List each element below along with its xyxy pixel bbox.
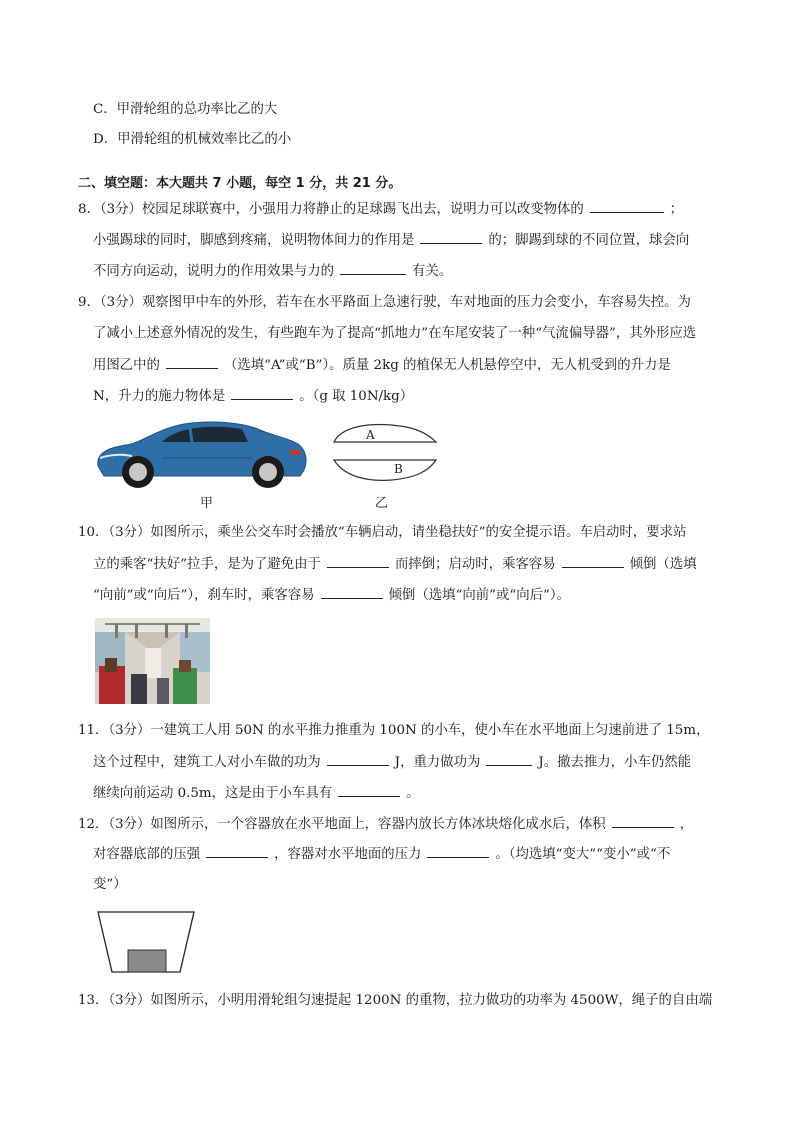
q11-line-1: 11．（3分）一建筑工人用 50N 的水平推力推重为 100N 的小车，使小车在水平地面上匀速前进了 15m， bbox=[78, 723, 710, 738]
fig-label-a: A bbox=[366, 428, 375, 442]
answer-blank[interactable] bbox=[206, 845, 268, 858]
caption-jia: 甲 bbox=[200, 496, 214, 511]
answer-blank[interactable] bbox=[327, 555, 389, 568]
airfoil-figure bbox=[330, 420, 440, 490]
q10-line-3: “向前”或“向后”），刹车时，乘客容易 倾倒（选填“向前”或“向后”）。 bbox=[93, 588, 570, 603]
q12-line-2: 对容器底部的压强 ，容器对水平地面的压力 。（均选填“变大”“变小”或“不 bbox=[93, 847, 671, 862]
q11-line-3: 继续向前运动 0.5m，这是由于小车具有 。 bbox=[93, 786, 420, 801]
q8-line-2: 小强踢球的同时，脚感到疼痛，说明物体间力的作用是 的；脚踢到球的不同位置，球会向 bbox=[93, 233, 690, 248]
q10-line-2: 立的乘客“扶好”拉手，是为了避免由于 而摔倒；启动时，乘客容易 倾倒（选填 bbox=[93, 557, 697, 572]
option-d: D．甲滑轮组的机械效率比乙的小 bbox=[93, 132, 292, 147]
answer-blank[interactable] bbox=[486, 753, 532, 766]
q13-line-1: 13．（3分）如图所示，小明用滑轮组匀速提起 1200N 的重物，拉力做功的功率为 4500W，绳子的自由端 bbox=[78, 993, 713, 1008]
q8-line-3: 不同方向运动，说明力的作用效果与力的 有关。 bbox=[93, 264, 453, 279]
bus-interior-photo bbox=[95, 618, 210, 704]
q10-line-1: 10．（3分）如图所示，乘坐公交车时会播放“车辆启动，请坐稳扶好”的安全提示语。车启动时，要求站 bbox=[78, 525, 687, 540]
car-figure bbox=[92, 414, 312, 494]
answer-blank[interactable] bbox=[338, 784, 400, 797]
answer-blank[interactable] bbox=[562, 555, 624, 568]
q9-line-1: 9．（3分）观察图甲中车的外形，若车在水平路面上急速行驶，车对地面的压力会变小，车容易失控。为 bbox=[78, 295, 691, 310]
ice-block bbox=[128, 950, 166, 972]
container-figure bbox=[96, 910, 198, 976]
section-header: 二、填空题：本大题共 7 小题，每空 1 分，共 21 分。 bbox=[78, 176, 402, 191]
answer-blank[interactable] bbox=[327, 753, 389, 766]
answer-blank[interactable] bbox=[231, 387, 293, 400]
answer-blank[interactable] bbox=[321, 586, 383, 599]
fig-label-b: B bbox=[394, 462, 403, 476]
q8-line-1: 8．（3分）校园足球联赛中，小强用力将静止的足球踢飞出去，说明力可以改变物体的 ； bbox=[78, 202, 684, 217]
answer-blank[interactable] bbox=[166, 356, 218, 369]
q12-line-1: 12．（3分）如图所示，一个容器放在水平地面上，容器内放长方体冰块熔化成水后，体积 ， bbox=[78, 817, 694, 832]
answer-blank[interactable] bbox=[612, 815, 674, 828]
q9-line-2: 了减小上述意外情况的发生，有些跑车为了提高“抓地力”在车尾安装了一种“气流偏导器”，其外形应选 bbox=[93, 326, 697, 341]
q9-line-4: N，升力的施力物体是 。（g 取 10N/kg） bbox=[93, 389, 414, 404]
answer-blank[interactable] bbox=[427, 845, 489, 858]
q12-line-3: 变”） bbox=[93, 877, 127, 892]
caption-yi: 乙 bbox=[375, 496, 389, 511]
q11-line-2: 这个过程中，建筑工人对小车做的功为 J，重力做功为 J。撤去推力，小车仍然能 bbox=[93, 755, 692, 770]
option-c: C．甲滑轮组的总功率比乙的大 bbox=[93, 102, 278, 117]
q9-line-3: 用图乙中的 （选填“A”或“B”）。质量 2kg 的植保无人机悬停空中，无人机受到的升力是 bbox=[93, 358, 671, 373]
answer-blank[interactable] bbox=[420, 231, 482, 244]
answer-blank[interactable] bbox=[340, 262, 406, 275]
answer-blank[interactable] bbox=[590, 200, 664, 213]
